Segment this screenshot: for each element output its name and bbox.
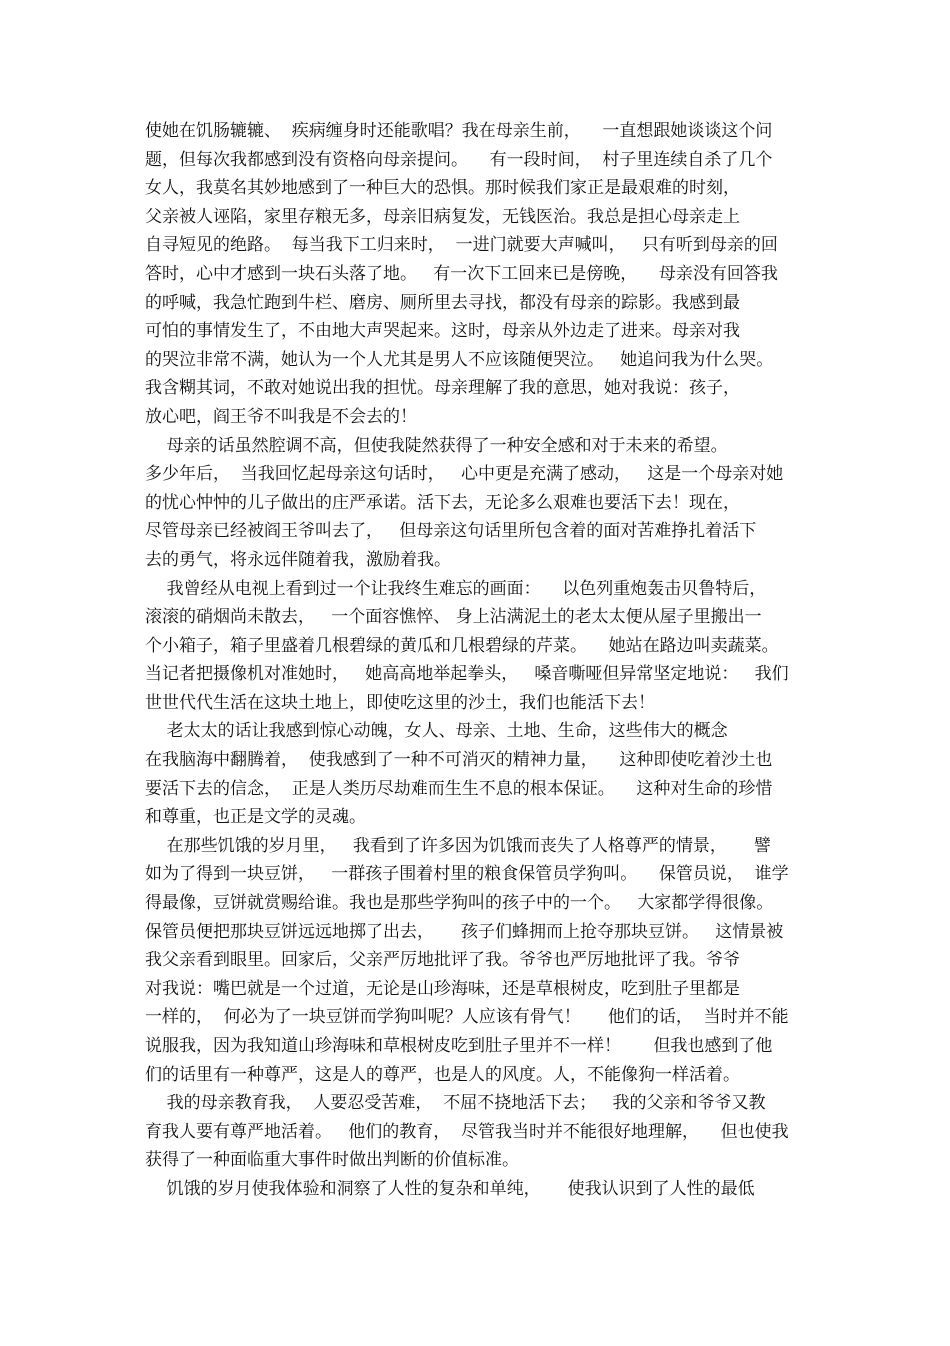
text-line: 我含糊其词，不敢对她说出我的担忧。母亲理解了我的意思，她对我说：孩子， (145, 378, 740, 399)
text-line: 在我脑海中翻腾着， 使我感到了一种不可消灭的精神力量， 这种即使吃着沙土也 (145, 750, 773, 771)
text-line: 和尊重，也正是文学的灵魂。 (145, 807, 366, 828)
text-line: 一样的， 何必为了一块豆饼而学狗叫呢？人应该有骨气！ 他们的话， 当时并不能 (145, 1007, 789, 1028)
text-line: 饥饿的岁月使我体验和洞察了人性的复杂和单纯， 使我认识到了人性的最低 (145, 1178, 755, 1199)
text-line: 的忧心忡忡的儿子做出的庄严承诺。活下去，无论多么艰难也要活下去！现在， (145, 492, 740, 513)
text-line: 父亲被人诬陷，家里存粮无多，母亲旧病复发，无钱医治。我总是担心母亲走上 (145, 206, 740, 227)
text-line: 得最像，豆饼就赏赐给谁。我也是那些学狗叫的孩子中的一个。 大家都学得很像。 (145, 893, 774, 914)
text-line: 如为了得到一块豆饼， 一群孩子围着村里的粮食保管员学狗叫。 保管员说， 谁学 (145, 864, 789, 885)
text-line: 个小箱子，箱子里盛着几根碧绿的黄瓜和几根碧绿的芹菜。 她站在路边叫卖蔬菜。 (145, 635, 779, 656)
body-text (145, 117, 810, 1204)
text-line: 放心吧，阎王爷不叫我是不会去的！ (145, 406, 417, 427)
text-line: 世世代代生活在这块土地上，即使吃这里的沙土，我们也能活下去！ (145, 692, 655, 713)
text-line: 的呼喊，我急忙跑到牛栏、磨房、厕所里去寻找，都没有母亲的踪影。我感到最 (145, 292, 740, 313)
text-line: 当记者把摄像机对准她时， 她高高地举起拳头， 嗓音嘶哑但异常坚定地说： 我们 (145, 664, 789, 685)
text-line: 尽管母亲已经被阎王爷叫去了， 但母亲这句话里所包含着的面对苦难挣扎着活下 (145, 521, 757, 542)
text-line: 我曾经从电视上看到过一个让我终生难忘的画面： 以色列重炮轰击贝鲁特后， (145, 578, 767, 599)
text-line: 保管员便把那块豆饼远远地掷了出去， 孩子们蜂拥而上抢夺那块豆饼。 这情景被 (145, 921, 784, 942)
text-line: 对我说：嘴巴就是一个过道，无论是山珍海味，还是草根树皮，吃到肚子里都是 (145, 978, 740, 999)
text-line: 多少年后， 当我回忆起母亲这句话时， 心中更是充满了感动， 这是一个母亲对她 (145, 464, 784, 485)
text-line: 说服我，因为我知道山珍海味和草根树皮吃到肚子里并不一样！ 但我也感到了他 (145, 1036, 773, 1056)
text-line: 老太太的话让我感到惊心动魄，女人、母亲、土地、生命，这些伟大的概念 (145, 721, 728, 742)
text-line: 们的话里有一种尊严，这是人的尊严，也是人的风度。人，不能像狗一样活着。 (145, 1064, 740, 1085)
text-line: 要活下去的信念， 正是人类历尽劫难而生生不息的根本保证。 这种对生命的珍惜 (145, 778, 773, 799)
text-line: 育我人要有尊严地活着。 他们的教育， 尽管我当时并不能很好地理解， 但也使我 (145, 1121, 789, 1142)
text-line: 答时，心中才感到一块石头落了地。 有一次下工回来已是傍晚， 母亲没有回答我 (145, 263, 778, 284)
text-line: 在那些饥饿的岁月里， 我看到了许多因为饥饿而丧失了人格尊严的情景， 譬 (145, 835, 771, 856)
text-line: 自寻短见的绝路。 每当我下工归来时， 一进门就要大声喊叫， 只有听到母亲的回 (145, 235, 778, 256)
text-line: 滚滚的硝烟尚未散去， 一个面容憔悴、 身上沾满泥土的老太太便从屋子里搬出一 (145, 607, 762, 628)
text-line: 女人，我莫名其妙地感到了一种巨大的恐惧。那时候我们家正是最艰难的时刻， (145, 178, 740, 199)
text-line: 我父亲看到眼里。回家后，父亲严厉地批评了我。爷爷也严厉地批评了我。爷爷 (145, 950, 740, 971)
text-line: 去的勇气，将永远伴随着我，激励着我。 (145, 549, 451, 570)
text-line: 的哭泣非常不满，她认为一个人尤其是男人不应该随便哭泣。 她追问我为什么哭。 (145, 349, 774, 370)
text-line: 我的母亲教育我， 人要忍受苦难， 不屈不挠地活下去； 我的父亲和爷爷又教 (145, 1093, 766, 1114)
text-line: 母亲的话虽然腔调不高，但使我陡然获得了一种安全感和对于未来的希望。 (145, 435, 728, 456)
text-line: 题，但每次我都感到没有资格向母亲提问。 有一段时间， 村子里连续自杀了几个 (145, 149, 773, 170)
text-line: 使她在饥肠辘辘、 疾病缠身时还能歌唱？我在母亲生前， 一直想跟她谈谈这个问 (145, 121, 773, 141)
text-line: 可怕的事情发生了，不由地大声哭起来。这时，母亲从外边走了进来。母亲对我 (145, 321, 740, 342)
text-line: 获得了一种面临重大事件时做出判断的价值标准。 (145, 1150, 519, 1171)
